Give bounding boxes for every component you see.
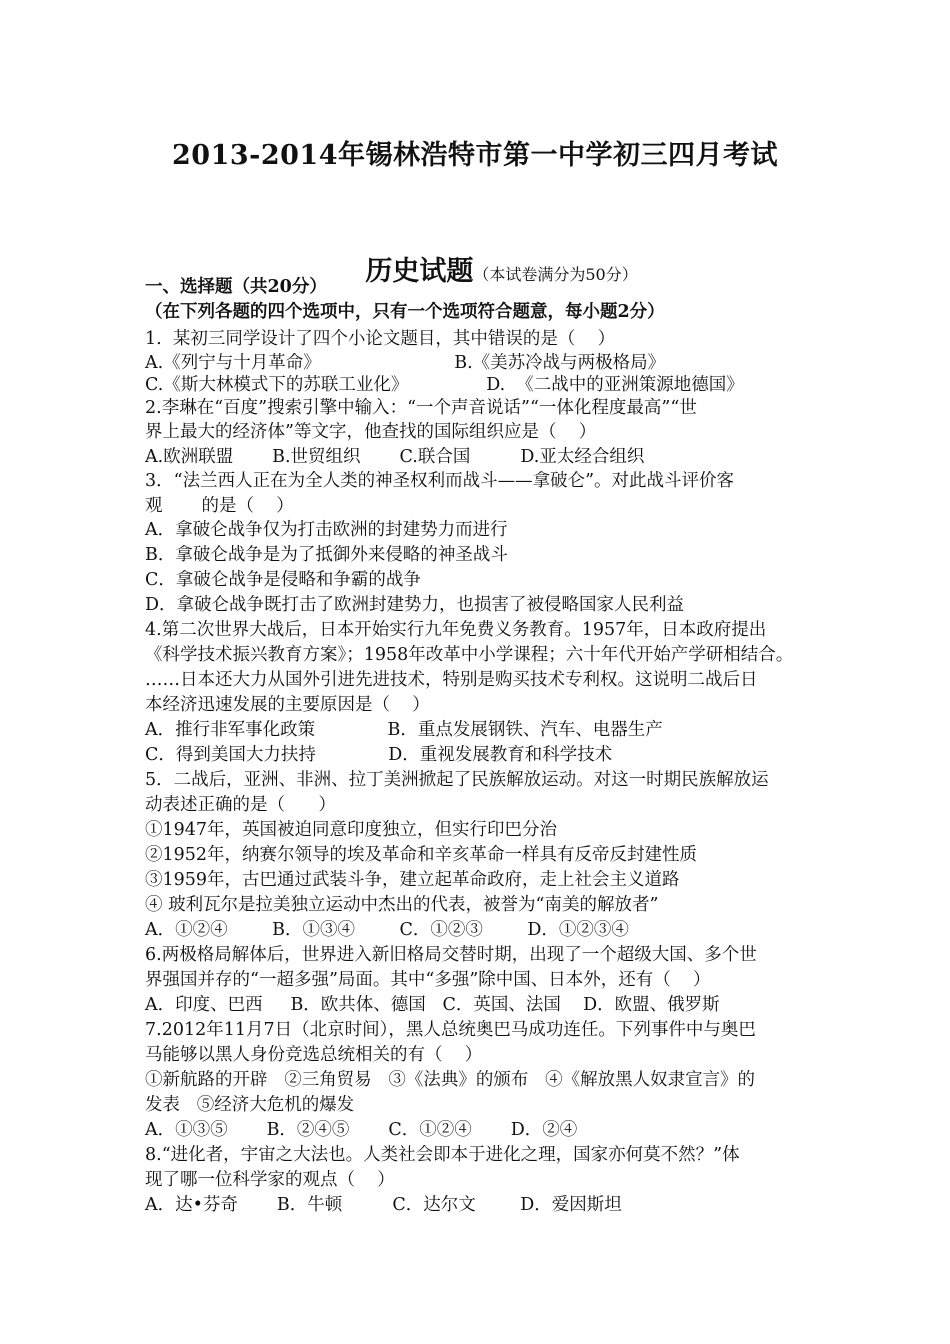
- section-heading: 一、选择题（共20分）: [145, 277, 327, 297]
- question-line: 界强国并存的“一超多强”局面。其中“多强”除中国、日本外，还有（ ）: [145, 970, 711, 990]
- question-line: A.欧洲联盟 B.世贸组织 C.联合国 D.亚太经合组织: [145, 447, 645, 467]
- subject-title: 历史试题: [365, 256, 474, 287]
- question-line: 界上最大的经济体”等文字，他查找的国际组织应是（ ）: [145, 422, 597, 442]
- question-line: 7.2012年11月7日（北京时间），黑人总统奥巴马成功连任。下列事件中与奥巴: [145, 1020, 756, 1040]
- question-line: B．拿破仑战争是为了抵御外来侵略的神圣战斗: [145, 545, 508, 565]
- question-line: A．达•芬奇 B．牛顿 C．达尔文 D．爱因斯坦: [145, 1195, 622, 1215]
- question-line: 3．“法兰西人正在为全人类的神圣权利而战斗——拿破仑”。对此战斗评价客: [145, 471, 735, 491]
- question-line: 发表 ⑤经济大危机的爆发: [145, 1095, 355, 1115]
- question-line: A．①③⑤ B．②④⑤ C．①②④ D．②④: [145, 1120, 578, 1140]
- question-line: ①1947年，英国被迫同意印度独立，但实行印巴分治: [145, 820, 558, 840]
- question-line: C．得到美国大力扶持 D．重视发展教育和科学技术: [145, 745, 613, 765]
- exam-title: 2013-2014年锡林浩特市第一中学初三四月考试: [172, 140, 778, 171]
- question-line: ……日本还大力从国外引进先进技术，特别是购买技术专利权。这说明二战后日: [145, 670, 758, 690]
- question-line: C.《斯大林模式下的苏联工业化》 D. 《二战中的亚洲策源地德国》: [145, 375, 744, 395]
- question-line: 马能够以黑人身份竞选总统相关的有（ ）: [145, 1045, 483, 1065]
- subject-heading: [345, 230, 638, 307]
- question-line: 观 的是（ ）: [145, 496, 294, 516]
- question-line: A．①②④ B．①③④ C．①②③ D．①②③④: [145, 920, 629, 940]
- question-line: ②1952年，纳赛尔领导的埃及革命和辛亥革命一样具有反帝反封建性质: [145, 845, 698, 865]
- question-line: ①新航路的开辟 ②三角贸易 ③《法典》的颁布 ④《解放黑人奴隶宣言》的: [145, 1070, 756, 1090]
- question-line: ③1959年，古巴通过武装斗争，建立起革命政府，走上社会主义道路: [145, 870, 680, 890]
- question-line: A．印度、巴西 B．欧共体、德国 C．英国、法国 D．欧盟、俄罗斯: [145, 995, 720, 1015]
- question-line: ④ 玻利瓦尔是拉美独立运动中杰出的代表，被誉为“南美的解放者”: [145, 895, 659, 915]
- question-line: 8.“进化者，宇宙之大法也。人类社会即本于进化之理，国家亦何莫不然？”体: [145, 1145, 740, 1165]
- question-line: D．拿破仑战争既打击了欧洲封建势力，也损害了被侵略国家人民利益: [145, 595, 685, 615]
- question-line: 《科学技术振兴教育方案》；1958年改革中小学课程；六十年代开始产学研相结合。: [145, 645, 794, 665]
- question-line: 2.李琳在“百度”搜索引擎中输入：“一个声音说话”“一体化程度最高”“世: [145, 398, 697, 418]
- section-instruction: （在下列各题的四个选项中，只有一个选项符合题意，每小题2分）: [145, 302, 665, 322]
- question-line: 4.第二次世界大战后，日本开始实行九年免费义务教育。1957年，日本政府提出: [145, 620, 767, 640]
- question-line: C．拿破仑战争是侵略和争霸的战争: [145, 570, 421, 590]
- question-line: A．拿破仑战争仅为打击欧洲的封建势力而进行: [145, 520, 508, 540]
- question-line: 现了哪一位科学家的观点（ ）: [145, 1170, 395, 1190]
- question-line: 本经济迅速发展的主要原因是（ ）: [145, 695, 430, 715]
- question-line: 6.两极格局解体后，世界进入新旧格局交替时期，出现了一个超级大国、多个世: [145, 945, 757, 965]
- question-line: 5．二战后，亚洲、非洲、拉丁美洲掀起了民族解放运动。对这一时期民族解放运: [145, 770, 769, 790]
- question-line: A.《列宁与十月革命》 B.《美苏冷战与两极格局》: [145, 353, 666, 373]
- score-note: （本试卷满分为50分）: [473, 265, 638, 284]
- question-line: 动表述正确的是（ ）: [145, 795, 336, 815]
- question-line: A．推行非军事化政策 B．重点发展钢铁、汽车、电器生产: [145, 720, 663, 740]
- question-line: 1. 某初三同学设计了四个小论文题目，其中错误的是（ ）: [145, 329, 616, 349]
